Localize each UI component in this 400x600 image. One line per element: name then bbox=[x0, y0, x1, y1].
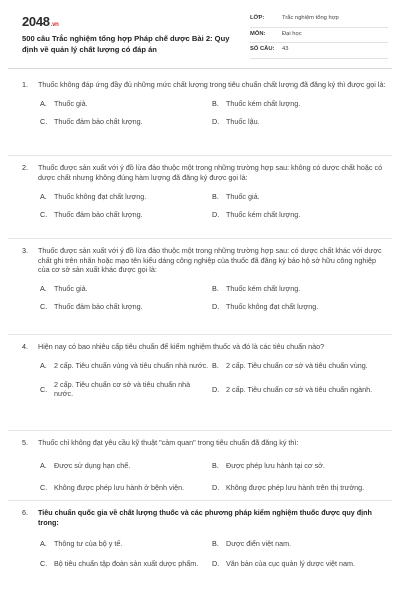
page-header bbox=[22, 10, 382, 64]
site-logo[interactable] bbox=[22, 13, 59, 31]
option-letter: D. bbox=[212, 209, 220, 219]
question-number: 4. bbox=[22, 342, 28, 351]
question-2 bbox=[22, 163, 386, 220]
option-letter: B. bbox=[212, 191, 219, 201]
option-letter: D. bbox=[212, 116, 220, 126]
option-letter: A. bbox=[40, 460, 47, 470]
options-list bbox=[40, 537, 386, 569]
option-text: Thuốc đảm bảo chất lượng. bbox=[54, 302, 143, 312]
meta-key: SỐ CÂU: bbox=[250, 46, 275, 53]
option-text: Thuốc đảm bảo chất lượng. bbox=[54, 116, 143, 126]
option-b[interactable] bbox=[212, 98, 382, 110]
option-c[interactable] bbox=[40, 116, 210, 128]
option-text: Thuốc không đạt chất lượng. bbox=[54, 191, 147, 201]
meta-key: LỚP: bbox=[250, 15, 265, 22]
option-c[interactable] bbox=[40, 208, 210, 220]
option-a[interactable] bbox=[40, 190, 210, 202]
question-text: Thuốc được sản xuất với ý đồ lừa đảo thuộc một trong những trường hợp sau: có dược chất khác với dược chất ghi trên nhãn hoặc mạo tên kiểu dáng công nghiệp của thuốc đã đăng ký bảo hộ sở hữu công nghiệp của cơ sở sản xuất khác được gọi là: bbox=[38, 246, 382, 275]
options-list bbox=[40, 190, 386, 220]
option-text: Thuốc giả. bbox=[54, 98, 88, 108]
option-text: Được phép lưu hành tại cơ sở. bbox=[226, 460, 325, 470]
question-divider bbox=[8, 334, 392, 335]
meta-value: Đại học bbox=[282, 30, 302, 37]
option-text: Thuốc không đạt chất lượng. bbox=[226, 302, 319, 312]
question-number: 1. bbox=[22, 80, 28, 89]
option-text: 2 cấp. Tiêu chuẩn cơ sở và tiêu chuẩn nhà nước. bbox=[54, 379, 191, 399]
option-letter: D. bbox=[212, 558, 220, 568]
meta-key: MÔN: bbox=[250, 30, 266, 37]
option-letter: B. bbox=[212, 538, 219, 548]
logo-text: 2048 bbox=[22, 14, 50, 29]
meta-value: Trắc nghiệm tổng hợp bbox=[282, 15, 339, 22]
option-letter: B. bbox=[212, 284, 219, 294]
option-letter: C. bbox=[40, 482, 48, 492]
option-text: Văn bản của cục quản lý dược việt nam. bbox=[226, 558, 355, 568]
option-b[interactable] bbox=[212, 283, 382, 295]
question-divider bbox=[8, 155, 392, 156]
options-list bbox=[40, 360, 386, 399]
question-3 bbox=[22, 246, 386, 313]
meta-value: 43 bbox=[282, 46, 289, 53]
question-6 bbox=[22, 508, 386, 569]
option-a[interactable] bbox=[40, 360, 210, 372]
option-letter: A. bbox=[40, 360, 47, 370]
option-b[interactable] bbox=[212, 360, 382, 372]
option-a[interactable] bbox=[40, 98, 210, 110]
question-number: 2. bbox=[22, 163, 28, 172]
option-letter: A. bbox=[40, 191, 47, 201]
options-list bbox=[40, 98, 386, 128]
options-list bbox=[40, 460, 386, 494]
meta-row-subject bbox=[250, 28, 388, 44]
option-letter: C. bbox=[40, 384, 48, 394]
option-d[interactable] bbox=[212, 482, 382, 494]
option-letter: B. bbox=[212, 98, 219, 108]
question-5 bbox=[22, 438, 386, 494]
option-c[interactable] bbox=[40, 380, 210, 399]
meta-row-class bbox=[250, 12, 388, 28]
option-text: Thuốc kém chất lượng. bbox=[226, 209, 301, 219]
option-b[interactable] bbox=[212, 537, 382, 549]
question-1 bbox=[22, 80, 386, 128]
question-text: Thuốc được sản xuất với ý đồ lừa đảo thuộc một trong những trường hợp sau: không có dược chất hoặc có dược chất nhưng không đúng hàm lượng đã đăng ký được gọi là: bbox=[38, 163, 383, 182]
option-letter: B. bbox=[212, 360, 219, 370]
option-d[interactable] bbox=[212, 208, 382, 220]
option-letter: D. bbox=[212, 482, 220, 492]
option-letter: D. bbox=[212, 384, 220, 394]
option-letter: A. bbox=[40, 284, 47, 294]
option-text: Không được phép lưu hành ở bệnh viện. bbox=[54, 482, 185, 492]
option-text: 2 cấp. Tiêu chuẩn cơ sở và tiêu chuẩn vùng. bbox=[226, 360, 368, 370]
option-letter: B. bbox=[212, 460, 219, 470]
option-a[interactable] bbox=[40, 283, 210, 295]
option-text: Không được phép lưu hành trên thị trường. bbox=[226, 482, 365, 492]
meta-row-count bbox=[250, 43, 388, 59]
option-text: 2 cấp. Tiêu chuẩn cơ sở và tiêu chuẩn ngành. bbox=[226, 384, 373, 394]
question-number: 3. bbox=[22, 246, 28, 255]
option-c[interactable] bbox=[40, 557, 210, 569]
question-4 bbox=[22, 342, 386, 399]
question-divider bbox=[8, 430, 392, 431]
question-text: Hiện nay có bao nhiêu cấp tiêu chuẩn để kiểm nghiệm thuốc và đó là các tiêu chuẩn nào? bbox=[38, 342, 325, 351]
option-text: Thuốc kém chất lượng. bbox=[226, 98, 301, 108]
option-c[interactable] bbox=[40, 301, 210, 313]
option-letter: D. bbox=[212, 302, 220, 312]
logo-suffix: .vn bbox=[50, 22, 59, 28]
option-text: 2 cấp. Tiêu chuẩn vùng và tiêu chuẩn nhà nước. bbox=[54, 360, 209, 370]
question-number: 5. bbox=[22, 438, 28, 447]
option-text: Thuốc giả. bbox=[54, 284, 88, 294]
meta-table bbox=[250, 12, 388, 59]
header-divider bbox=[8, 68, 392, 69]
option-text: Thuốc đảm bảo chất lượng. bbox=[54, 209, 143, 219]
option-d[interactable] bbox=[212, 301, 382, 313]
question-divider bbox=[8, 500, 392, 501]
question-text: Tiêu chuẩn quốc gia về chất lượng thuốc và các phương pháp kiểm nghiệm thuốc được quy định trong: bbox=[38, 508, 372, 527]
option-b[interactable] bbox=[212, 190, 382, 202]
option-letter: A. bbox=[40, 98, 47, 108]
option-d[interactable] bbox=[212, 116, 382, 128]
option-text: Dược điển việt nam. bbox=[226, 538, 292, 548]
question-divider bbox=[8, 238, 392, 239]
option-text: Thuốc giả. bbox=[226, 191, 260, 201]
option-text: Thuốc kém chất lượng. bbox=[226, 284, 301, 294]
option-c[interactable] bbox=[40, 482, 210, 494]
option-letter: A. bbox=[40, 538, 47, 548]
option-a[interactable] bbox=[40, 537, 210, 549]
option-letter: C. bbox=[40, 302, 48, 312]
option-letter: C. bbox=[40, 558, 48, 568]
options-list bbox=[40, 283, 386, 313]
option-b[interactable] bbox=[212, 460, 382, 472]
option-text: Được sử dụng hạn chế. bbox=[54, 460, 131, 470]
question-text: Thuốc chỉ không đạt yêu cầu kỹ thuật "cảm quan" trong tiêu chuẩn đã đăng ký thì: bbox=[38, 438, 299, 447]
document-title: 500 câu Trắc nghiệm tổng hợp Pháp chế dược Bài 2: Quy định về quản lý chất lượng có đáp án bbox=[22, 34, 230, 54]
option-a[interactable] bbox=[40, 460, 210, 472]
option-d[interactable] bbox=[212, 557, 382, 569]
option-letter: C. bbox=[40, 209, 48, 219]
option-d[interactable] bbox=[212, 380, 382, 399]
option-text: Bộ tiêu chuẩn tập đoàn sản xuất dược phẩm. bbox=[54, 558, 199, 568]
option-text: Thông tư của bộ y tế. bbox=[54, 538, 123, 548]
option-text: Thuốc lậu. bbox=[226, 116, 260, 126]
question-text: Thuốc không đáp ứng đầy đủ những mức chất lượng trong tiêu chuẩn chất lượng đã đăng ký thì được gọi là: bbox=[38, 80, 386, 89]
option-letter: C. bbox=[40, 116, 48, 126]
question-number: 6. bbox=[22, 508, 28, 517]
